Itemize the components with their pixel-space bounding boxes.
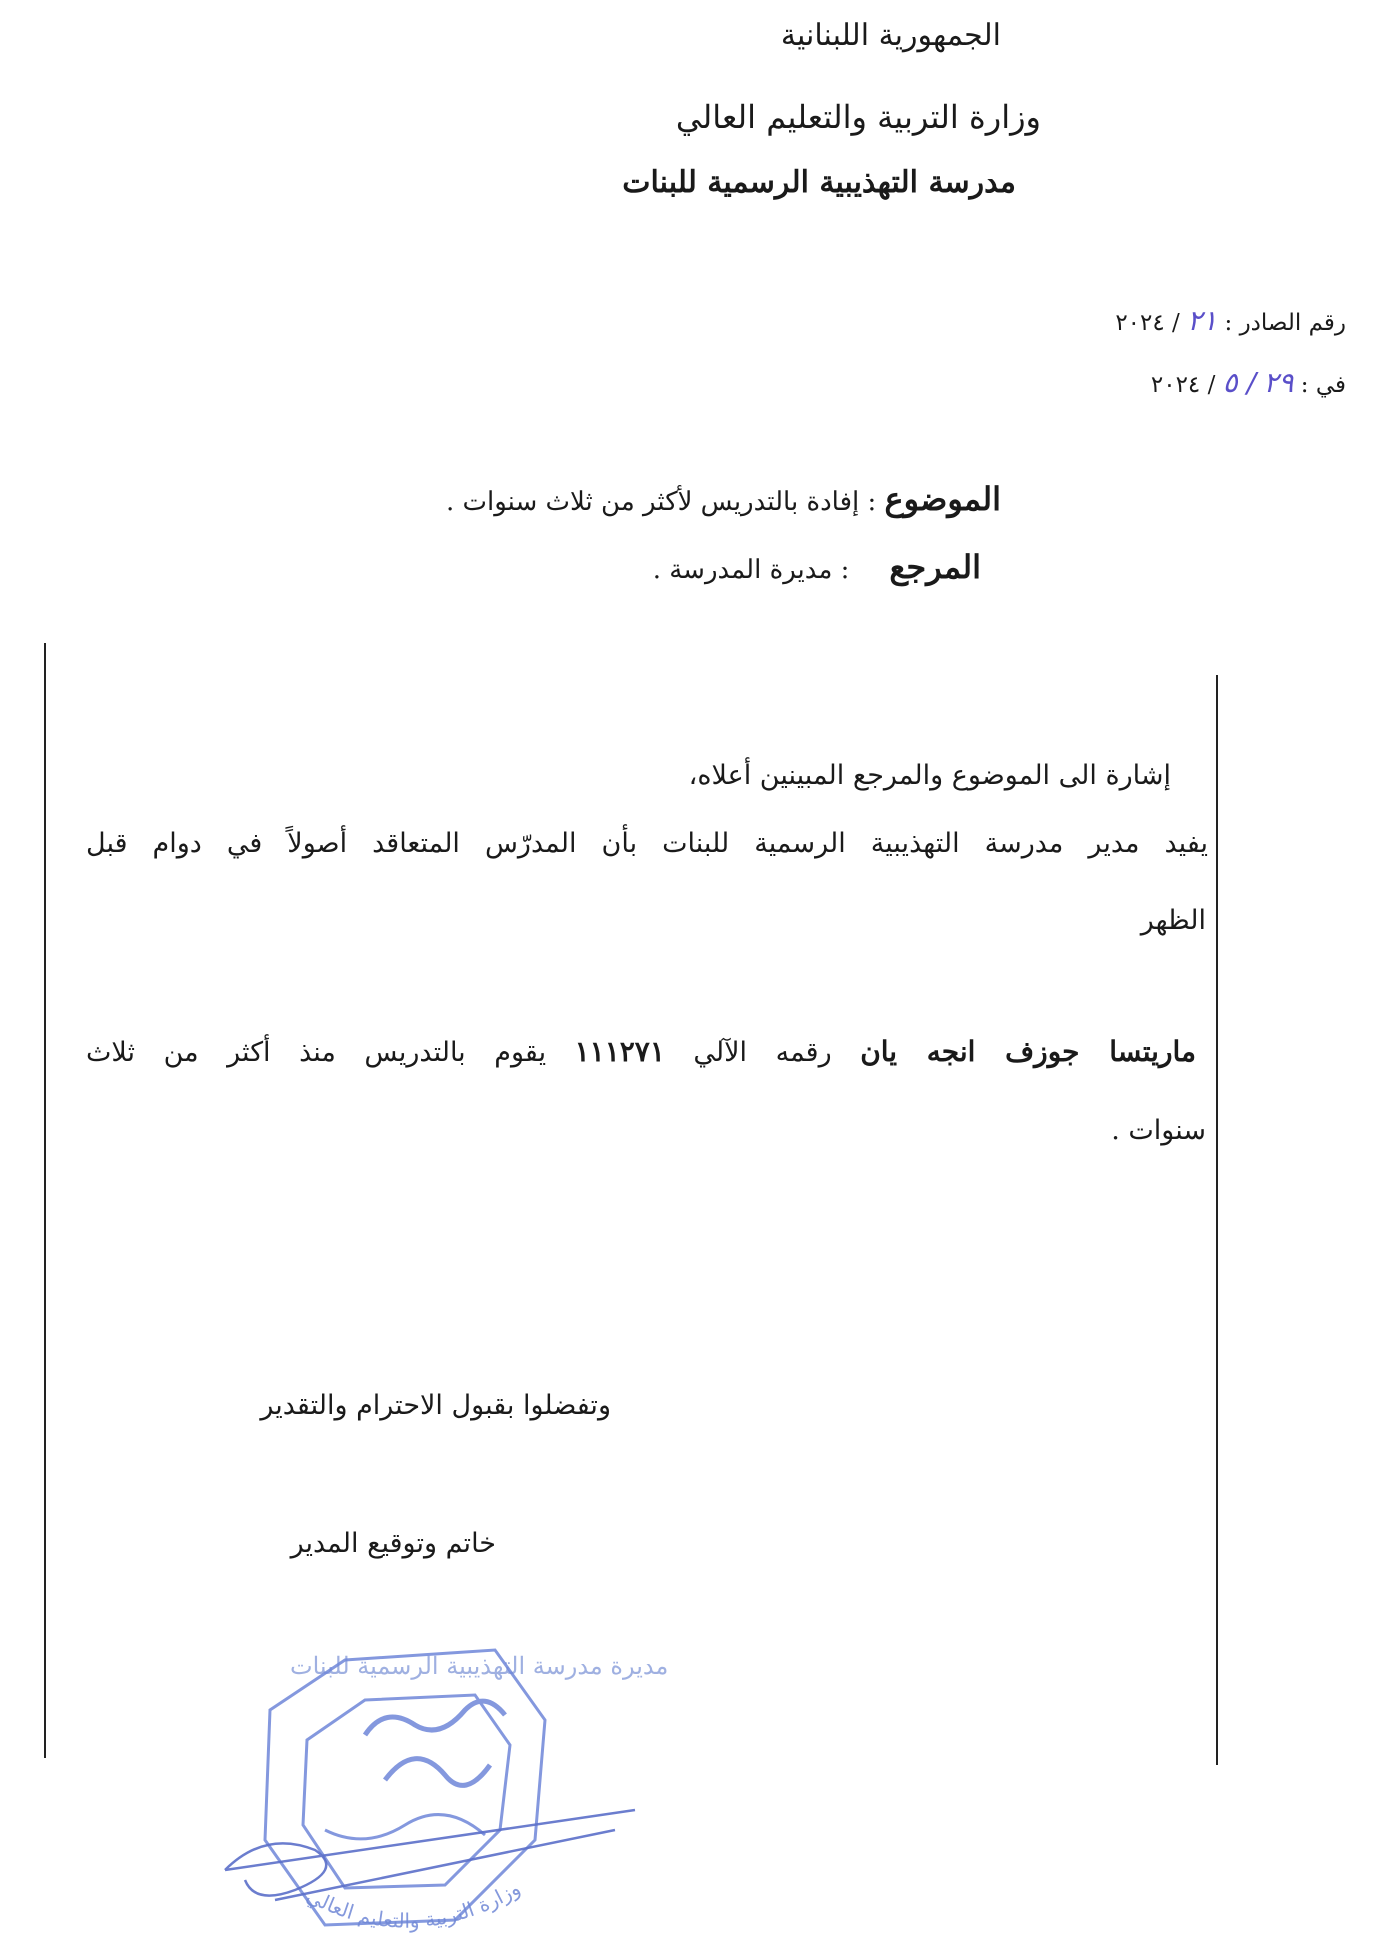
teacher-name: ماريتسا جوزف انجه يان xyxy=(860,1035,1196,1068)
stamp-ring-text: وزارة التربية والتعليم العالي xyxy=(302,1875,525,1933)
body-line-5: سنوات . xyxy=(1111,1115,1206,1146)
date-line xyxy=(1151,366,1346,399)
left-margin-rule xyxy=(44,643,46,1758)
signature-label: خاتم وتوقيع المدير xyxy=(290,1528,496,1559)
reference-line xyxy=(653,548,981,586)
body-line-4-mid2: يقوم بالتدريس منذ أكثر من ثلاث xyxy=(86,1037,575,1068)
body-line-3: الظهر xyxy=(1140,905,1206,936)
reference-label: المرجع xyxy=(889,548,981,586)
body-line-4-mid1: رقمه الآلي xyxy=(664,1037,861,1068)
school-heading: مدرسة التهذيبية الرسمية للبنات xyxy=(622,165,1016,200)
republic-heading: الجمهورية اللبنانية xyxy=(780,18,1001,53)
outgoing-number-line xyxy=(1115,304,1346,337)
body-line-2: يفيد مدير مدرسة التهذيبية الرسمية للبنات بأن المدرّس المتعاقد أصولاً في دوام قبل xyxy=(86,828,1208,859)
stamp-top-text: مديرة مدرسة التهذيبية الرسمية للبنات xyxy=(290,1652,669,1680)
right-margin-rule xyxy=(1216,675,1218,1765)
outgoing-number-label: رقم الصادر : xyxy=(1224,310,1346,336)
body-line-4 xyxy=(86,1035,1196,1068)
official-stamp xyxy=(215,1640,675,1960)
subject-text: : إفادة بالتدريس لأكثر من ثلاث سنوات . xyxy=(445,487,885,517)
closing-line: وتفضلوا بقبول الاحترام والتقدير xyxy=(260,1390,611,1421)
reference-text: : مديرة المدرسة . xyxy=(652,555,850,585)
date-day: ٢٩ xyxy=(1263,366,1294,399)
date-year: / ٢٠٢٤ xyxy=(1150,372,1216,398)
ministry-heading: وزارة التربية والتعليم العالي xyxy=(675,98,1041,136)
date-month: / ٥ xyxy=(1222,366,1257,399)
stamp-handwriting-stroke-2 xyxy=(385,1759,490,1786)
signature-loop xyxy=(225,1843,326,1895)
signature-stroke-main xyxy=(225,1810,635,1870)
subject-line xyxy=(446,480,1001,518)
subject-label: الموضوع xyxy=(884,480,1001,518)
teacher-number: ١١١٢٧١ xyxy=(574,1035,665,1068)
outgoing-number-value: ٢١ xyxy=(1187,304,1218,337)
outgoing-number-year: / ٢٠٢٤ xyxy=(1115,310,1180,336)
date-label: في : xyxy=(1300,372,1346,398)
body-line-1: إشارة الى الموضوع والمرجع المبينين أعلاه، xyxy=(688,760,1171,791)
